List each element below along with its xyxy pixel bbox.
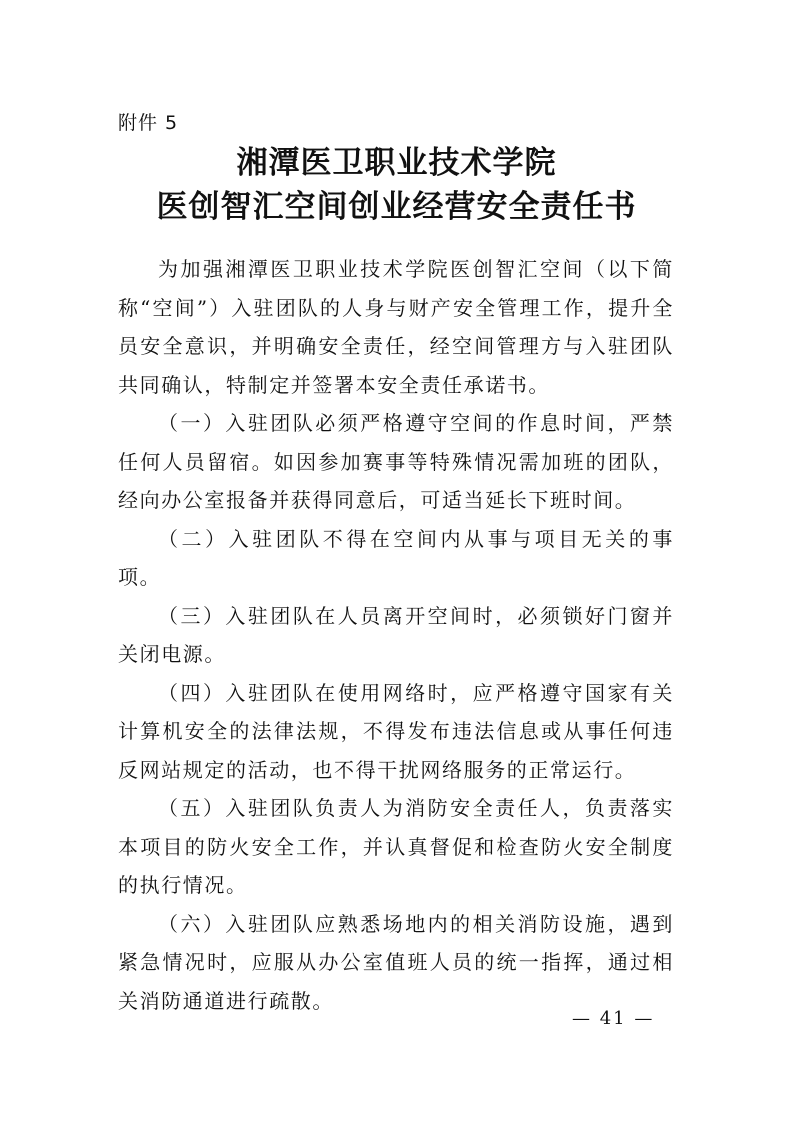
page-number: — 41 —: [572, 1008, 655, 1029]
paragraph-clause-1: （一）入驻团队必须严格遵守空间的作息时间，严禁任何人员留宿。如因参加赛事等特殊情况需加班的团队，经向办公室报备并获得同意后，可适当延长下班时间。: [118, 411, 674, 512]
document-body: [118, 250, 674, 1020]
paragraph-clause-6: （六）入驻团队应熟悉场地内的相关消防设施，遇到紧急情况时，应服从办公室值班人员的统一指挥，通过相关消防通道进行疏散。: [118, 911, 674, 1013]
attachment-label: 附件 5: [118, 112, 179, 134]
paragraph-clause-2: （二）入驻团队不得在空间内从事与项目无关的事项。: [118, 526, 674, 589]
paragraph-clause-3: （三）入驻团队在人员离开空间时，必须锁好门窗并关闭电源。: [118, 603, 674, 666]
paragraph-clause-4: （四）入驻团队在使用网络时，应严格遵守国家有关计算机安全的法律法规，不得发布违法信息或从事任何违反网站规定的活动，也不得干扰网络服务的正常运行。: [118, 680, 674, 782]
title-line-1: 湘潭医卫职业技术学院: [236, 145, 557, 181]
paragraph-clause-5: （五）入驻团队负责人为消防安全责任人，负责落实本项目的防火安全工作，并认真督促和检查防火安全制度的执行情况。: [118, 796, 674, 897]
title-line-2: 医创智汇空间创业经营安全责任书: [156, 189, 637, 225]
paragraph-intro: 为加强湘潭医卫职业技术学院医创智汇空间（以下简称“空间”）入驻团队的人身与财产安全管理工作，提升全员安全意识，并明确安全责任，经空间管理方与入驻团队共同确认，特制定并签署本安全责任承诺书。: [118, 257, 674, 397]
